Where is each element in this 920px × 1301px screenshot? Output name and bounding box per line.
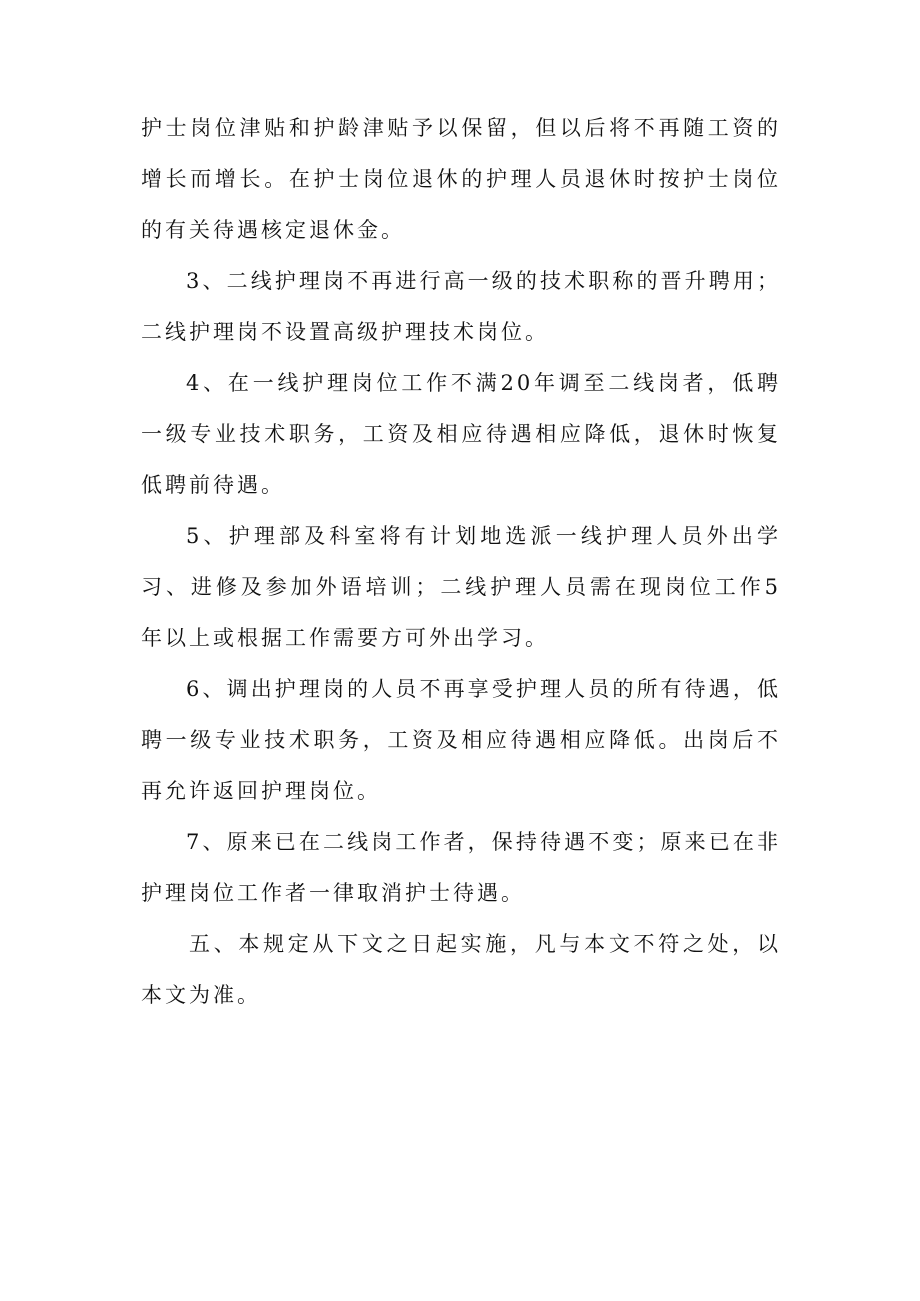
paragraph-item-5: 5、护理部及科室将有计划地选派一线护理人员外出学习、进修及参加外语培训；二线护理人员需在现岗位工作5年以上或根据工作需要方可外出学习。: [141, 524, 781, 650]
paragraph-item-4: 4、在一线护理岗位工作不满20年调至二线岗者，低聘一级专业技术职务，工资及相应待遇相应降低，退休时恢复低聘前待遇。: [141, 371, 781, 497]
paragraph-continuation: 护士岗位津贴和护龄津贴予以保留，但以后将不再随工资的增长而增长。在护士岗位退休的护理人员退休时按护士岗位的有关待遇核定退休金。: [141, 116, 781, 242]
paragraph-item-6: 6、调出护理岗的人员不再享受护理人员的所有待遇，低聘一级专业技术职务，工资及相应待遇相应降低。出岗后不再允许返回护理岗位。: [141, 677, 781, 803]
paragraph-section-5: 五、本规定从下文之日起实施，凡与本文不符之处，以本文为准。: [141, 932, 781, 1007]
paragraph-item-3: 3、二线护理岗不再进行高一级的技术职称的晋升聘用；二线护理岗不设置高级护理技术岗位。: [141, 269, 781, 344]
document-body: [141, 103, 781, 1021]
paragraph-item-7: 7、原来已在二线岗工作者，保持待遇不变；原来已在非护理岗位工作者一律取消护士待遇。: [141, 830, 781, 905]
